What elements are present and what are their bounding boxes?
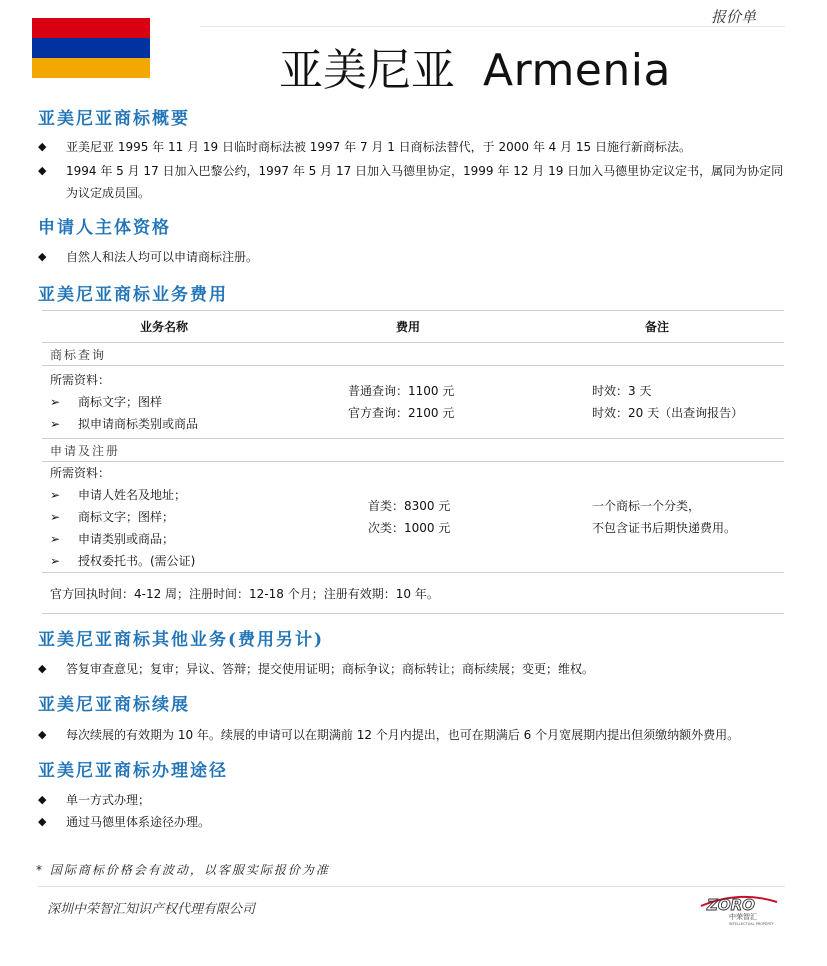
bullet-item: ◆ 亚美尼亚 1995 年 11 月 19 日临时商标法被 1997 年 7 月 1 日商标法替代，于 2000 年 4 月 15 日施行新商标法。: [38, 136, 785, 158]
page-title: [0, 34, 827, 98]
table-section-row: 商标查询: [42, 343, 784, 366]
bullet-item: ◆ 通过马德里体系途径办理。: [38, 811, 785, 833]
svg-text:ZORO: ZORO: [707, 896, 755, 914]
heading-eligibility: 申请人主体资格: [38, 218, 171, 238]
heading-other-services: 亚美尼亚商标其他业务(费用另计): [38, 630, 325, 650]
company-logo: [699, 892, 779, 926]
diamond-bullet-icon: ◆: [38, 140, 47, 153]
bullet-item: ◆ 单一方式办理；: [38, 789, 785, 811]
table-row: 所需资料： ➢ 商标文字；图样 ➢ 拟申请商标类别或商品 普通查询：1100 元 官方查询：2100 元 时效：3 天 时效：20 天（出查询报告）: [42, 366, 784, 439]
table-section-row: 申请及注册: [42, 439, 784, 462]
bullet-item: ◆ 自然人和法人均可以申请商标注册。: [38, 246, 785, 268]
heading-overview: 亚美尼亚商标概要: [38, 109, 190, 129]
diamond-bullet-icon: ◆: [38, 728, 47, 741]
arrow-bullet-icon: ➢: [50, 554, 61, 568]
diamond-bullet-icon: ◆: [38, 662, 47, 675]
table-row: 所需资料： ➢ 申请人姓名及地址； ➢ 商标文字；图样； ➢ 申请类别或商品； ➢ 授权委托书。(需公证) 首类：8300 元 次类：1000 元 一个商标一个分类， 不包含证书后期快递费用。: [42, 462, 784, 573]
heading-renewal: 亚美尼亚商标续展: [38, 695, 190, 715]
svg-text:中荣智汇: 中荣智汇: [729, 913, 757, 921]
title-cn: 亚美尼亚: [279, 45, 456, 96]
arrow-bullet-icon: ➢: [50, 488, 61, 502]
header-divider: [200, 26, 785, 27]
diamond-bullet-icon: ◆: [38, 793, 47, 806]
arrow-bullet-icon: ➢: [50, 532, 61, 546]
arrow-bullet-icon: ➢: [50, 395, 61, 409]
header-tag: 报价单: [711, 8, 757, 26]
fees-table: [42, 310, 784, 614]
price-footnote: * 国际商标价格会有波动，以客服实际报价为准: [36, 863, 330, 877]
heading-filing-routes: 亚美尼亚商标办理途径: [38, 761, 228, 781]
svg-text:INTELLECTUAL PROPERTY: INTELLECTUAL PROPERTY: [729, 922, 774, 926]
bullet-item: ◆ 每次续展的有效期为 10 年。续展的申请可以在期满前 12 个月内提出，也可在期满后 6 个月宽展期内提出但须缴纳额外费用。: [38, 724, 785, 746]
company-name: 深圳中荣智汇知识产权代理有限公司: [47, 902, 256, 917]
bullet-item: ◆ 答复审查意见；复审；异议、答辩；提交使用证明；商标争议；商标转让；商标续展；变更；维权。: [38, 658, 785, 680]
diamond-bullet-icon: ◆: [38, 250, 47, 263]
diamond-bullet-icon: ◆: [38, 815, 47, 828]
arrow-bullet-icon: ➢: [50, 417, 61, 431]
table-header-row: 业务名称 费用 备注: [42, 311, 784, 343]
heading-fees: 亚美尼亚商标业务费用: [38, 285, 228, 305]
bullet-item: ◆ 1994 年 5 月 17 日加入巴黎公约，1997 年 5 月 17 日加入马德里协定，1999 年 12 月 19 日加入马德里协定议定书，属同为协定同为议定成员国。: [38, 160, 785, 204]
zoro-logo-icon: [699, 892, 779, 926]
diamond-bullet-icon: ◆: [38, 164, 47, 177]
table-footer-row: 官方回执时间：4-12 周；注册时间：12-18 个月；注册有效期：10 年。: [42, 573, 784, 614]
title-en: Armenia: [483, 45, 671, 96]
footer-divider: [38, 886, 785, 887]
arrow-bullet-icon: ➢: [50, 510, 61, 524]
